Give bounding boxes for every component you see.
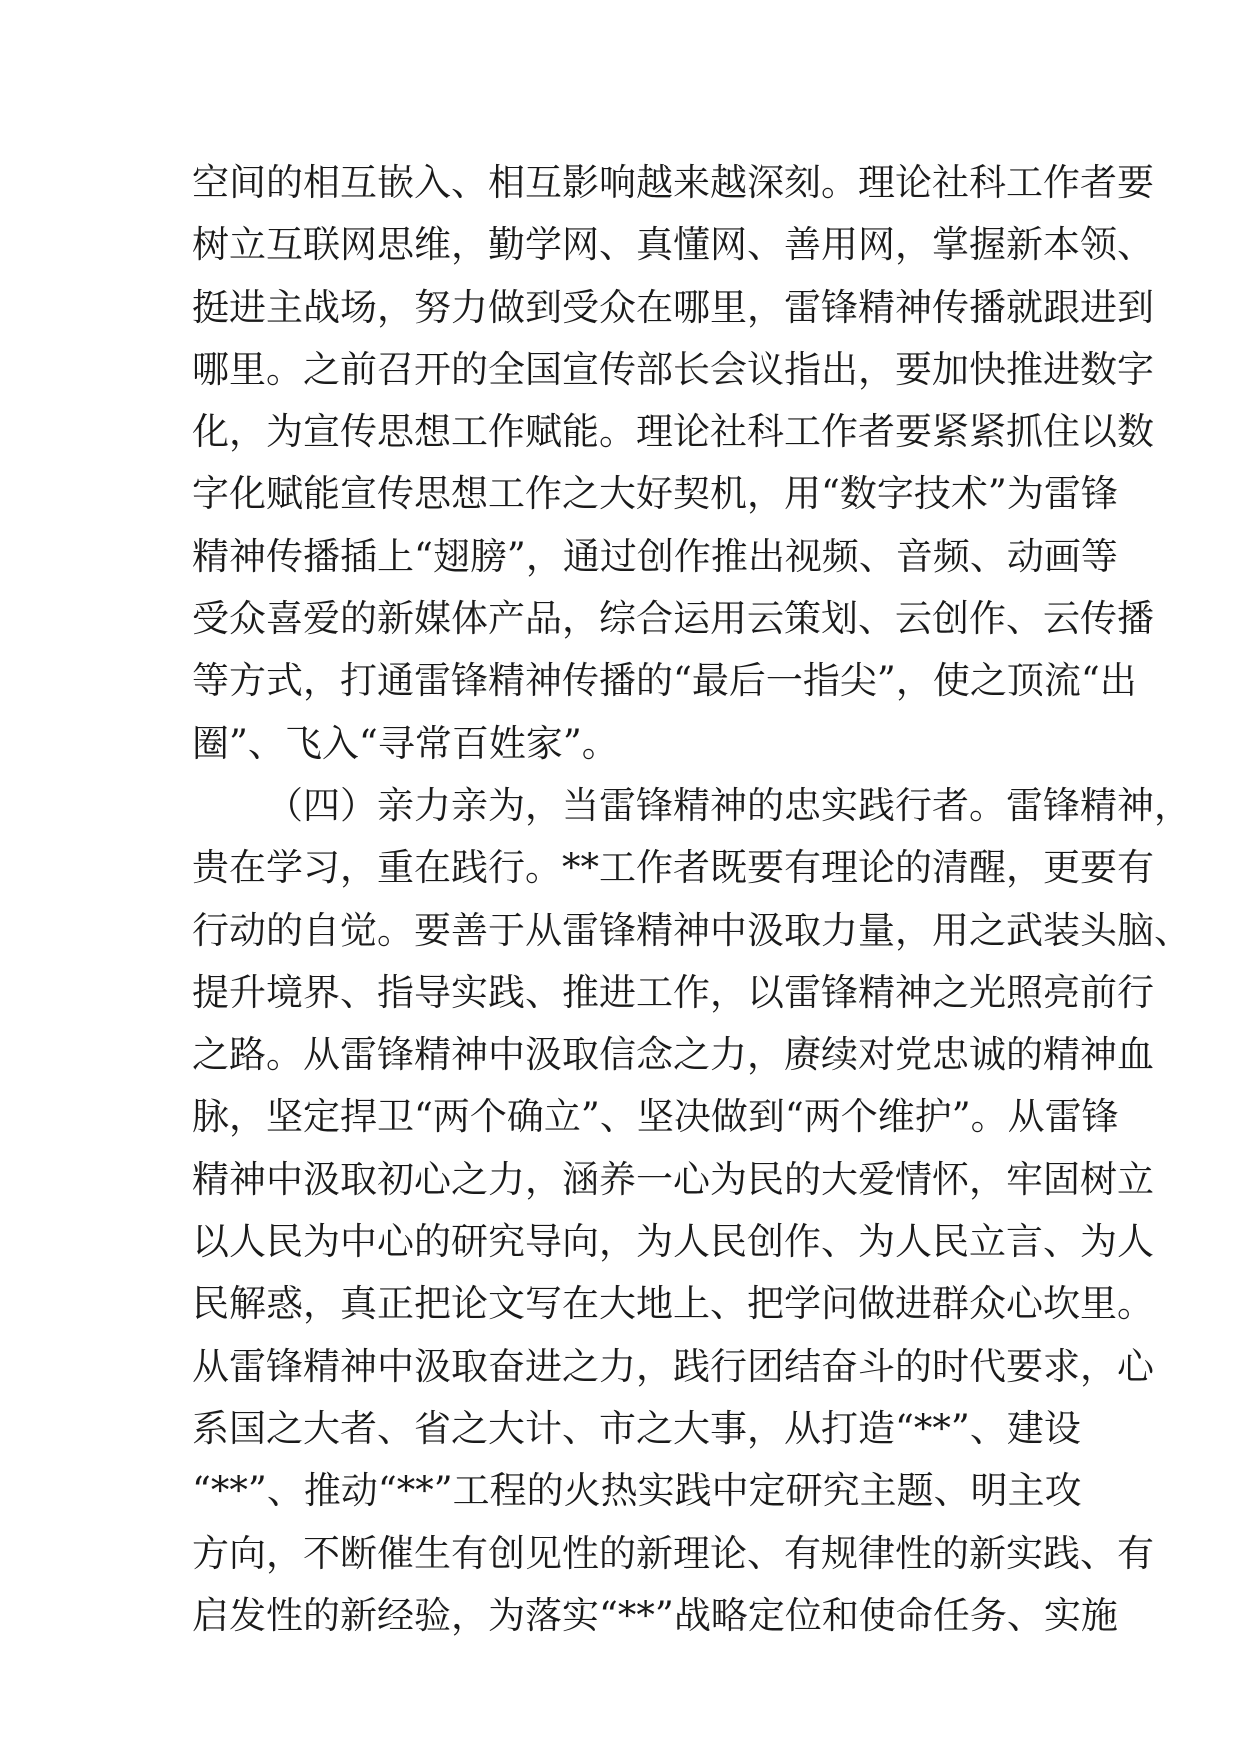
text-line: 挺进主战场，努力做到受众在哪里，雷锋精神传播就跟进到 (192, 285, 1154, 329)
text-line: 民解惑，真正把论文写在大地上、把学问做进群众心坎里。 (192, 1282, 1154, 1326)
text-line: 受众喜爱的新媒体产品，综合运用云策划、云创作、云传播 (192, 597, 1154, 641)
text-line: 化，为宣传思想工作赋能。理论社科工作者要紧紧抓住以数 (192, 410, 1154, 454)
text-line: 启发性的新经验，为落实“**”战略定位和使命任务、实施 (192, 1593, 1118, 1637)
text-line: 等方式，打通雷锋精神传播的“最后一指尖”，使之顶流“出 (192, 659, 1137, 703)
text-line: 哪里。之前召开的全国宣传部长会议指出，要加快推进数字 (192, 347, 1154, 391)
text-line: 行动的自觉。要善于从雷锋精神中汲取力量，用之武装头脑、 (192, 908, 1191, 952)
text-line: 字化赋能宣传思想工作之大好契机，用“数字技术”为雷锋 (192, 472, 1118, 516)
text-line: “**”、推动“**”工程的火热实践中定研究主题、明主攻 (192, 1469, 1082, 1513)
body-text (192, 152, 1191, 1647)
text-line: 精神中汲取初心之力，涵养一心为民的大爱情怀，牢固树立 (192, 1157, 1154, 1201)
text-line: 系国之大者、省之大计、市之大事，从打造“**”、建设 (192, 1406, 1081, 1450)
text-line: 之路。从雷锋精神中汲取信念之力，赓续对党忠诚的精神血 (192, 1033, 1154, 1077)
text-line: 精神传播插上“翅膀”，通过创作推出视频、音频、动画等 (192, 534, 1118, 578)
text-line: 从雷锋精神中汲取奋进之力，践行团结奋斗的时代要求，心 (192, 1344, 1154, 1388)
text-line: 贵在学习，重在践行。**工作者既要有理论的清醒，更要有 (192, 846, 1154, 890)
section-heading-line: （四）亲力亲为，当雷锋精神的忠实践行者。雷锋精神， (266, 783, 1191, 827)
paragraph-end-line: 圈”、飞入“寻常百姓家”。 (192, 721, 619, 765)
text-line: 脉，坚定捍卫“两个确立”、坚决做到“两个维护”。从雷锋 (192, 1095, 1119, 1139)
text-line: 提升境界、指导实践、推进工作，以雷锋精神之光照亮前行 (192, 970, 1154, 1014)
text-line: 方向，不断催生有创见性的新理论、有规律性的新实践、有 (192, 1531, 1154, 1575)
text-line: 空间的相互嵌入、相互影响越来越深刻。理论社科工作者要 (192, 161, 1154, 204)
text-line: 以人民为中心的研究导向，为人民创作、为人民立言、为人 (192, 1220, 1154, 1264)
text-line: 树立互联网思维，勤学网、真懂网、善用网，掌握新本领、 (192, 223, 1154, 267)
